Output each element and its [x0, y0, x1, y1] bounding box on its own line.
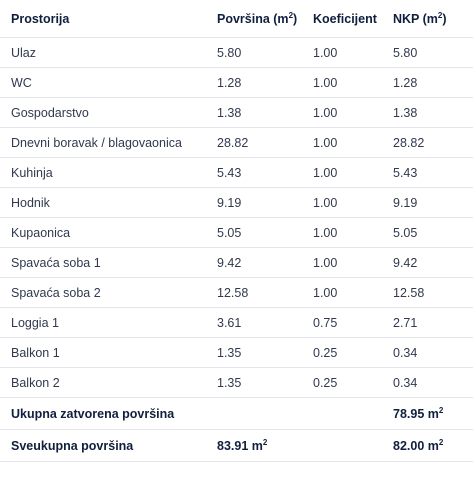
room-area: 1.35	[217, 345, 242, 360]
room-coefficient: 0.25	[313, 345, 338, 360]
closed-area-label: Ukupna zatvorena površina	[11, 406, 175, 421]
table-header-row	[0, 0, 473, 38]
room-coefficient: 1.00	[313, 195, 338, 210]
room-coefficient: 1.00	[313, 225, 338, 240]
table-row	[0, 338, 473, 368]
room-area: 12.58	[217, 285, 249, 300]
table-row	[0, 218, 473, 248]
room-name: Kuhinja	[11, 165, 53, 180]
grand-total-area: 83.91 $m^2$	[217, 437, 268, 453]
table-row	[0, 308, 473, 338]
room-area: 9.19	[217, 195, 242, 210]
room-area: 1.35	[217, 375, 242, 390]
room-nkp: 9.19	[393, 195, 418, 210]
room-coefficient: 1.00	[313, 135, 338, 150]
room-nkp: 0.34	[393, 375, 418, 390]
room-area: 28.82	[217, 135, 249, 150]
room-area: 5.43	[217, 165, 242, 180]
room-coefficient: 1.00	[313, 255, 338, 270]
table-row	[0, 278, 473, 308]
room-name: Balkon 1	[11, 345, 60, 360]
table-row	[0, 368, 473, 398]
room-name: Dnevni boravak / blagovaonica	[11, 135, 182, 150]
grand-total-row	[0, 430, 473, 462]
room-nkp: 9.42	[393, 255, 418, 270]
room-coefficient: 1.00	[313, 165, 338, 180]
table-row	[0, 158, 473, 188]
room-nkp: 5.43	[393, 165, 418, 180]
table-row	[0, 128, 473, 158]
room-name: Kupaonica	[11, 225, 71, 240]
room-name: Balkon 2	[11, 375, 60, 390]
room-area: 5.80	[217, 45, 242, 60]
header-coefficient: Koeficijent	[313, 11, 377, 26]
room-nkp: 5.80	[393, 45, 418, 60]
table-row	[0, 248, 473, 278]
header-room: Prostorija	[11, 11, 70, 26]
table-row	[0, 188, 473, 218]
room-name: Spavaća soba 1	[11, 255, 101, 270]
room-coefficient: 1.00	[313, 105, 338, 120]
header-area: Površina $(m^2)$	[217, 10, 298, 26]
table-row	[0, 98, 473, 128]
room-area: 5.05	[217, 225, 242, 240]
closed-area-total-row	[0, 398, 473, 430]
room-area: 9.42	[217, 255, 242, 270]
room-name: Gospodarstvo	[11, 105, 89, 120]
grand-total-nkp: 82.00 $m^2$	[393, 437, 444, 453]
room-name: Ulaz	[11, 45, 37, 60]
room-area: 1.38	[217, 105, 242, 120]
room-name: Hodnik	[11, 195, 50, 210]
room-coefficient: 0.75	[313, 315, 338, 330]
room-nkp: 5.05	[393, 225, 418, 240]
closed-area-nkp: 78.95 $m^2$	[393, 405, 444, 421]
room-nkp: 1.28	[393, 75, 418, 90]
table-row	[0, 68, 473, 98]
room-area: 3.61	[217, 315, 242, 330]
table-row	[0, 38, 473, 68]
room-coefficient: 1.00	[313, 45, 338, 60]
room-coefficient: 1.00	[313, 75, 338, 90]
room-nkp: 28.82	[393, 135, 425, 150]
header-nkp: NKP $(m^2)$	[393, 10, 447, 26]
grand-total-label: Sveukupna površina	[11, 438, 134, 453]
room-name: Loggia 1	[11, 315, 59, 330]
room-nkp: 2.71	[393, 315, 418, 330]
room-nkp: 1.38	[393, 105, 418, 120]
room-coefficient: 0.25	[313, 375, 338, 390]
room-area: 1.28	[217, 75, 242, 90]
room-name: Spavaća soba 2	[11, 285, 101, 300]
room-name: WC	[11, 75, 32, 90]
room-coefficient: 1.00	[313, 285, 338, 300]
room-nkp: 0.34	[393, 345, 418, 360]
room-nkp: 12.58	[393, 285, 425, 300]
